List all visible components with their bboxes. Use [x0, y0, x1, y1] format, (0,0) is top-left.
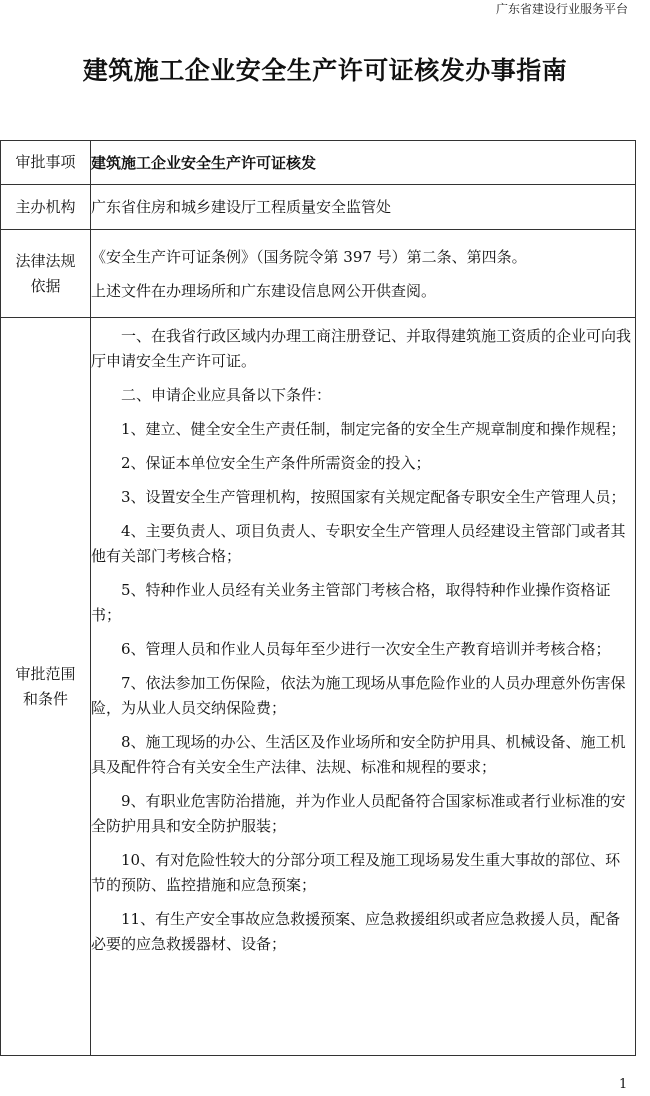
value-conditions [91, 318, 636, 1056]
condition-item: 11、有生产安全事故应急救援预案、应急救援组织或者应急救援人员，配备必要的应急救援器材、设备； [91, 910, 621, 953]
platform-header: 广东省建设行业服务平台 [495, 2, 628, 16]
condition-item: 3、设置安全生产管理机构，按照国家有关规定配备专职安全生产管理人员； [121, 488, 626, 506]
value-legal-basis [91, 230, 636, 318]
guide-table [0, 140, 636, 1056]
conditions-section-1: 一、在我省行政区域内办理工商注册登记、并取得建筑施工资质的企业可向我厅申请安全生产许可证。 [91, 327, 632, 370]
label-legal-basis-line1: 法律法规 [15, 251, 76, 270]
condition-item: 5、特种作业人员经有关业务主管部门考核合格，取得特种作业操作资格证书； [91, 581, 611, 624]
condition-item: 7、依法参加工伤保险，依法为施工现场从事危险作业的人员办理意外伤害保险，为从业人员交纳保险费； [91, 674, 626, 717]
label-legal-basis-line2: 依据 [30, 276, 61, 295]
table-row-legal-basis [1, 230, 636, 318]
condition-item: 8、施工现场的办公、生活区及作业场所和安全防护用具、机械设备、施工机具及配件符合有关安全生产法律、法规、标准和规程的要求； [91, 733, 626, 776]
condition-item: 10、有对危险性较大的分部分项工程及施工现场易发生重大事故的部位、环节的预防、监控措施和应急预案； [91, 851, 621, 894]
value-organizer: 广东省住房和城乡建设厅工程质量安全监管处 [91, 185, 636, 230]
condition-item: 1、建立、健全安全生产责任制，制定完备的安全生产规章制度和操作规程； [121, 420, 626, 438]
label-organizer: 主办机构 [1, 185, 91, 230]
table-row-approval-item [1, 141, 636, 185]
legal-basis-line: 《安全生产许可证条例》（国务院令第 397 号）第二条、第四条。 [91, 247, 527, 266]
table-row-conditions [1, 318, 636, 1056]
legal-basis-line: 上述文件在办理场所和广东建设信息网公开供查阅。 [91, 281, 437, 300]
condition-item: 2、保证本单位安全生产条件所需资金的投入； [121, 454, 431, 472]
conditions-section-2: 二、申请企业应具备以下条件： [121, 386, 332, 404]
value-approval-item: 建筑施工企业安全生产许可证核发 [91, 141, 636, 185]
condition-item: 6、管理人员和作业人员每年至少进行一次安全生产教育培训并考核合格； [121, 640, 611, 658]
label-conditions [1, 318, 91, 1056]
table-row-organizer [1, 185, 636, 230]
label-approval-item: 审批事项 [1, 141, 91, 185]
label-conditions-line2: 和条件 [22, 689, 68, 708]
label-legal-basis [1, 230, 91, 318]
condition-item: 9、有职业危害防治措施，并为作业人员配备符合国家标准或者行业标准的安全防护用具和安全防护服装； [91, 792, 626, 835]
page-title: 建筑施工企业安全生产许可证核发办事指南 [82, 56, 568, 85]
label-conditions-line1: 审批范围 [15, 664, 76, 683]
condition-item: 4、主要负责人、项目负责人、专职安全生产管理人员经建设主管部门或者其他有关部门考核合格； [91, 522, 626, 565]
page-number: 1 [619, 1077, 628, 1092]
